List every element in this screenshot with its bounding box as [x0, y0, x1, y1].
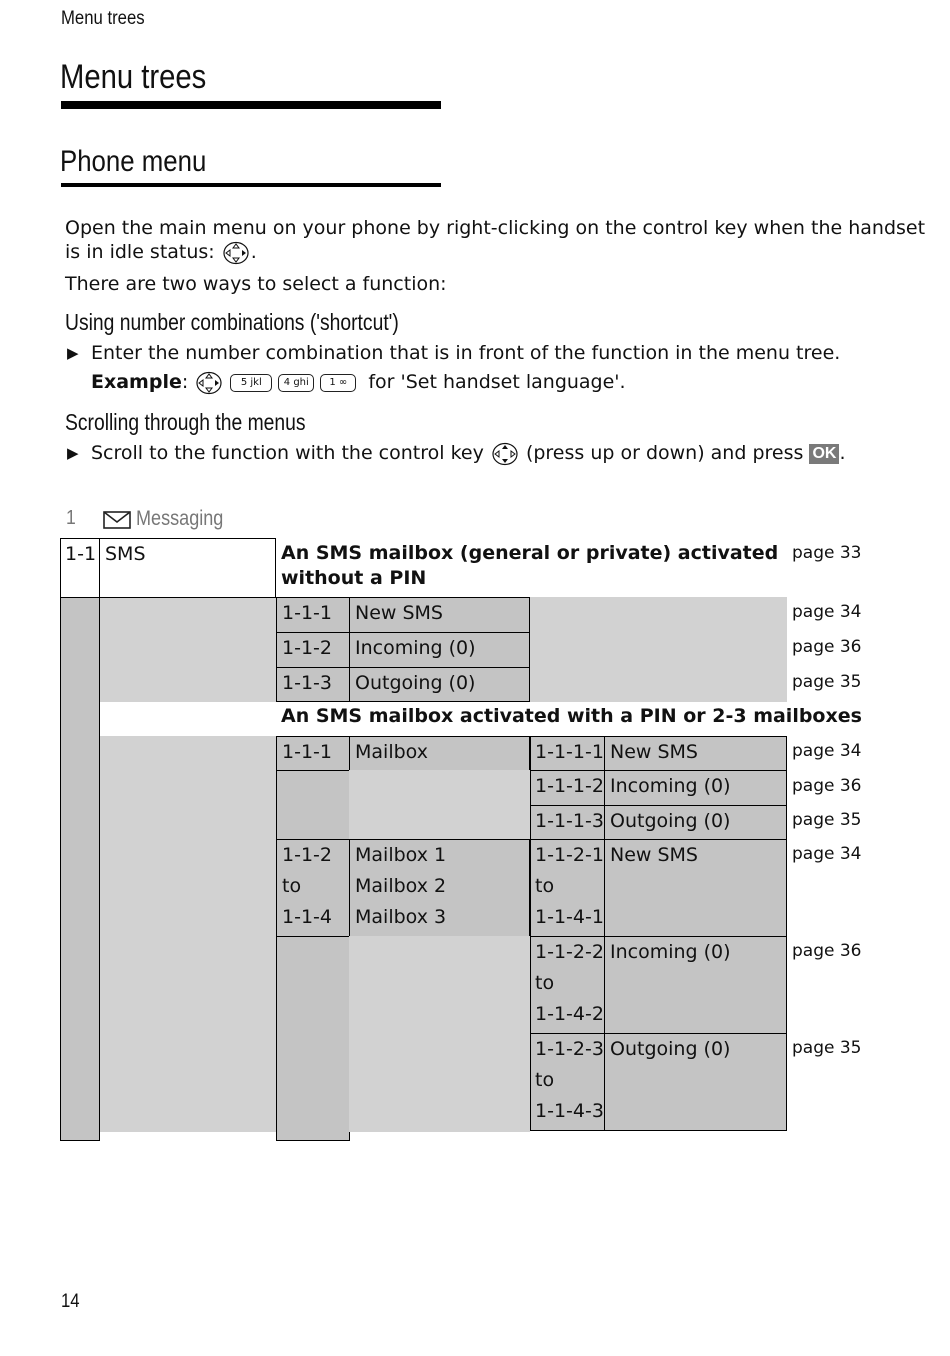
- id-to: 1-1-4-3: [535, 1100, 604, 1122]
- bullet-arrow-icon: ▶: [67, 344, 79, 362]
- menu-id-cell: 1-1-1-2: [530, 770, 605, 806]
- menu-label-cell: Incoming (0): [604, 770, 787, 806]
- id-to-word: to: [282, 875, 302, 897]
- mailbox-1-label: Mailbox 1: [355, 844, 447, 866]
- title-rule: [61, 101, 441, 109]
- example-label: Example: [91, 371, 182, 393]
- section-heading-line-1: An SMS mailbox (general or private) activated: [281, 542, 779, 564]
- key-5-icon: 5 jkl: [230, 374, 272, 392]
- menu-label-cell: [349, 839, 530, 937]
- id-to-word: to: [535, 972, 555, 994]
- scrolling-instruction-start: Scroll to the function with the control key: [91, 442, 484, 464]
- page-reference: page 36: [792, 776, 862, 796]
- scrolling-instruction: Scroll to the function with the control key (press up or down) and press OK .: [91, 442, 846, 464]
- tree-indent-block: [276, 770, 350, 840]
- tree-indent-block: [100, 736, 276, 1132]
- menu-id-cell: 1-1: [60, 538, 100, 598]
- menu-id-cell: 1-1-3: [276, 667, 350, 702]
- section-heading-line-2: without a PIN: [281, 567, 427, 589]
- id-to-word: to: [535, 875, 555, 897]
- example-suffix: for 'Set handset language'.: [368, 371, 626, 393]
- section-title: Phone menu: [60, 145, 207, 178]
- page-reference: page 36: [792, 637, 862, 657]
- scrolling-instruction-end: (press up or down) and press: [525, 442, 804, 464]
- menu-id-cell: [530, 1033, 605, 1131]
- intro-line-2-text: is in idle status:: [65, 241, 215, 263]
- menu-label-cell: Incoming (0): [349, 632, 530, 668]
- shortcut-heading: Using number combinations ('shortcut'): [65, 309, 399, 335]
- intro-line-3: There are two ways to select a function:: [65, 273, 447, 295]
- intro-line-1: Open the main menu on your phone by right-clicking on the control key when the handset: [65, 217, 926, 239]
- tree-indent-block: [349, 770, 530, 840]
- menu-label-cell: SMS: [99, 538, 276, 598]
- page-reference: page 34: [792, 844, 862, 864]
- page-reference: page 35: [792, 1038, 862, 1058]
- page-reference: page 35: [792, 672, 862, 692]
- control-key-icon: [194, 371, 224, 395]
- page-reference: page 34: [792, 602, 862, 622]
- intro-line-2: is in idle status: .: [65, 241, 257, 263]
- id-from: 1-1-2: [282, 844, 332, 866]
- menu-label-cell: Outgoing (0): [349, 667, 530, 702]
- page-title: Menu trees: [60, 58, 207, 96]
- id-to: 1-1-4-2: [535, 1003, 604, 1025]
- menu-label-cell: New SMS: [604, 736, 787, 771]
- tree-indent-block: [276, 936, 350, 1141]
- menu-id-cell: [530, 839, 605, 937]
- menu-label-cell: Outgoing (0): [604, 1033, 787, 1131]
- id-to: 1-1-4: [282, 906, 332, 928]
- key-4-icon: 4 ghi: [278, 374, 314, 392]
- menu-id-cell: 1-1-2: [276, 632, 350, 668]
- control-key-right-icon: [221, 241, 251, 265]
- running-header: Menu trees: [61, 8, 145, 29]
- menu-label: Messaging: [136, 507, 224, 530]
- section-rule: [61, 183, 441, 187]
- menu-id-cell: [276, 839, 350, 937]
- bullet-arrow-icon: ▶: [67, 444, 79, 462]
- menu-id-cell: 1-1-1-1: [530, 736, 605, 771]
- menu-label-cell: Incoming (0): [604, 936, 787, 1034]
- page-reference: page 35: [792, 810, 862, 830]
- id-to-word: to: [535, 1069, 555, 1091]
- page-number: 14: [61, 1291, 80, 1312]
- id-to: 1-1-4-1: [535, 906, 604, 928]
- page-reference: page 34: [792, 741, 862, 761]
- tree-indent-block: [349, 936, 530, 1132]
- id-from: 1-1-2-2: [535, 941, 604, 963]
- menu-id-cell: 1-1-1: [276, 597, 350, 633]
- control-key-updown-icon: [490, 442, 520, 466]
- menu-label-cell: New SMS: [349, 597, 530, 633]
- id-from: 1-1-2-1: [535, 844, 604, 866]
- page-reference: page 33: [792, 543, 862, 563]
- shortcut-instruction: Enter the number combination that is in front of the function in the menu tree.: [91, 342, 841, 364]
- section-heading: An SMS mailbox activated with a PIN or 2-3 mailboxes: [281, 705, 862, 727]
- tree-spacer: [530, 597, 787, 702]
- menu-label-cell: Mailbox: [349, 736, 530, 771]
- scrolling-heading: Scrolling through the menus: [65, 409, 306, 435]
- mailbox-2-label: Mailbox 2: [355, 875, 447, 897]
- menu-id-cell: 1-1-1-3: [530, 805, 605, 840]
- shortcut-example: Example: 5 jkl 4 ghi 1 ∞ for 'Set handset language'.: [91, 371, 626, 393]
- menu-label-cell: Outgoing (0): [604, 805, 787, 840]
- page-reference: page 36: [792, 941, 862, 961]
- mailbox-3-label: Mailbox 3: [355, 906, 447, 928]
- envelope-icon: [103, 511, 131, 529]
- key-1-icon: 1 ∞: [320, 374, 356, 392]
- menu-label-cell: New SMS: [604, 839, 787, 937]
- tree-indent-column: [60, 597, 100, 1141]
- id-from: 1-1-2-3: [535, 1038, 604, 1060]
- ok-key-icon: OK: [809, 444, 839, 464]
- tree-indent-block: [100, 597, 276, 702]
- menu-number: 1: [66, 507, 76, 529]
- menu-id-cell: 1-1-1: [276, 736, 350, 771]
- menu-id-cell: [530, 936, 605, 1034]
- section-heading: [281, 541, 778, 591]
